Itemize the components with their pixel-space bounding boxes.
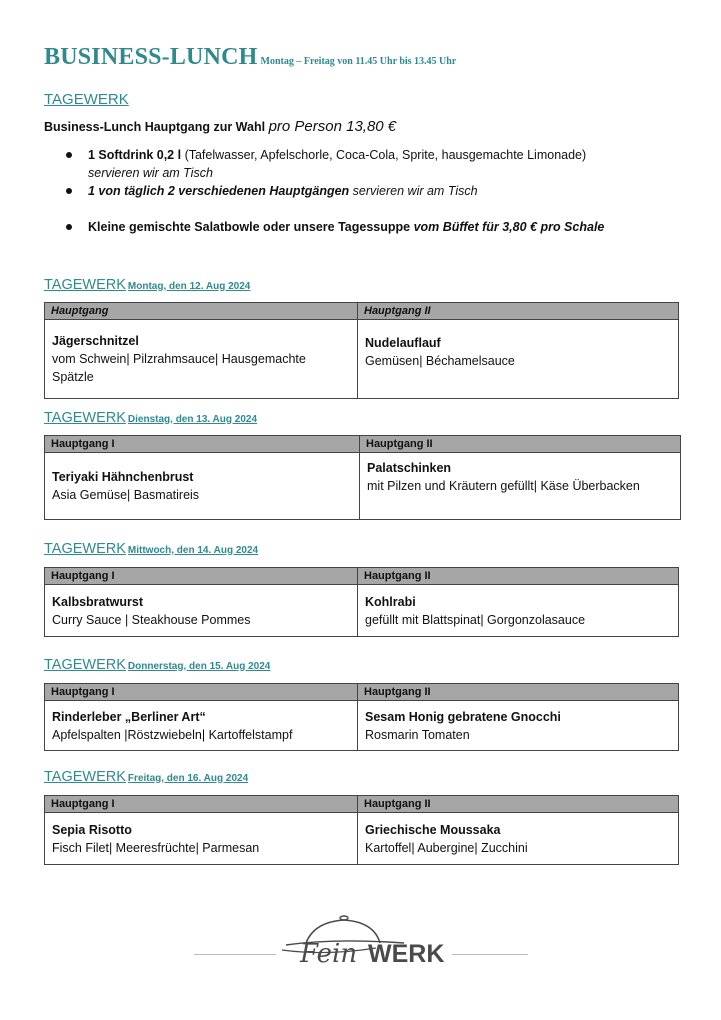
dish-description: gefüllt mit Blattspinat| Gorgonzolasauce	[365, 612, 586, 627]
table-row	[45, 453, 681, 520]
bullet-text: vom Büffet für 3,80 € pro Schale	[410, 220, 605, 234]
column-label: Hauptgang	[51, 305, 109, 317]
column-label: Hauptgang I	[51, 570, 115, 582]
dish-description: Rosmarin Tomaten	[365, 727, 470, 742]
table-cell	[45, 585, 358, 637]
bullet-bold: 1 von täglich 2 verschiedenen Hauptgängen	[88, 184, 350, 198]
dish-name: Jägerschnitzel	[52, 334, 139, 348]
column-label: Hauptgang II	[364, 686, 431, 698]
page-title	[44, 44, 456, 71]
dish-name: Sepia Risotto	[52, 822, 132, 837]
day-date: Mittwoch, den 14. Aug 2024	[127, 545, 259, 556]
menu-table-friday	[44, 795, 679, 865]
day-label: TAGEWERK	[44, 657, 126, 673]
table-header-row	[45, 568, 679, 585]
dish-description: Curry Sauce | Steakhouse Pommes	[52, 612, 251, 627]
day-label: TAGEWERK	[44, 277, 126, 293]
footer-divider-right	[452, 954, 528, 955]
bullet-subtext: servieren wir am Tisch	[88, 166, 213, 180]
dish-description: mit Pilzen und Kräutern gefüllt| Käse Überbacken	[367, 479, 640, 493]
bullet-bold: 1 Softdrink 0,2 l	[88, 148, 182, 162]
dish-name: Teriyaki Hähnchenbrust	[52, 470, 194, 484]
dish-description: Apfelspalten |Röstzwiebeln| Kartoffelstampf	[52, 727, 293, 742]
table-header-row	[45, 796, 679, 813]
list-item	[66, 182, 478, 200]
dish-name: Kalbsbratwurst	[52, 594, 143, 609]
dish-name: Rinderleber „Berliner Art“	[52, 709, 206, 724]
column-label: Hauptgang II	[364, 798, 431, 810]
column-header	[358, 303, 679, 320]
menu-table-thursday	[44, 683, 679, 751]
column-label: Hauptgang II	[366, 438, 433, 450]
brand-logo	[276, 910, 452, 970]
table-cell	[45, 453, 360, 520]
bullet-icon	[66, 188, 72, 194]
dish-description: vom Schwein| Pilzrahmsauce| Hausgemachte Spätzle	[52, 352, 306, 384]
day-date: Freitag, den 16. Aug 2024	[127, 773, 249, 784]
dish-name: Palatschinken	[367, 461, 452, 475]
title-hours: Montag – Freitag von 11.45 Uhr bis 13.45 Uhr	[260, 56, 457, 67]
day-date: Montag, den 12. Aug 2024	[127, 281, 251, 292]
table-row	[45, 320, 679, 399]
bullet-bold: Kleine gemischte Salatbowle oder unsere Tagessuppe	[88, 220, 411, 234]
column-header	[45, 796, 358, 813]
list-item	[66, 218, 604, 236]
column-header	[358, 796, 679, 813]
intro-price: pro Person 13,80 €	[268, 118, 397, 135]
table-cell	[358, 701, 679, 751]
day-label: TAGEWERK	[44, 410, 126, 426]
column-header	[45, 436, 360, 453]
column-label: Hauptgang I	[51, 686, 115, 698]
table-cell	[358, 585, 679, 637]
column-header	[45, 684, 358, 701]
dish-description: Asia Gemüse| Basmatireis	[52, 488, 200, 502]
logo-word-text: WERK	[368, 940, 445, 968]
table-header-row	[45, 684, 679, 701]
day-label: TAGEWERK	[44, 541, 126, 557]
day-date: Dienstag, den 13. Aug 2024	[127, 414, 258, 425]
day-heading-tuesday	[44, 409, 257, 427]
column-label: Hauptgang I	[51, 798, 115, 810]
column-header	[360, 436, 681, 453]
day-heading-thursday	[44, 656, 270, 674]
column-header	[45, 303, 358, 320]
table-cell	[360, 453, 681, 520]
column-header	[45, 568, 358, 585]
dish-description: Gemüsen| Béchamelsauce	[365, 354, 515, 368]
column-label: Hauptgang II	[364, 305, 431, 317]
table-cell	[45, 320, 358, 399]
day-label: TAGEWERK	[44, 769, 126, 785]
column-label: Hauptgang II	[364, 570, 431, 582]
table-cell	[358, 320, 679, 399]
bullet-text: (Tafelwasser, Apfelschorle, Coca-Cola, Sprite, hausgemachte Limonade)	[181, 148, 587, 162]
table-row	[45, 701, 679, 751]
dish-description: Kartoffel| Aubergine| Zucchini	[365, 840, 528, 855]
table-row	[45, 585, 679, 637]
table-header-row	[45, 303, 679, 320]
logo-script-text: Fein	[300, 939, 358, 969]
dish-name: Griechische Moussaka	[365, 822, 501, 837]
bullet-text: servieren wir am Tisch	[349, 184, 478, 198]
bullet-icon	[66, 152, 72, 158]
dish-name: Kohlrabi	[365, 594, 416, 609]
menu-table-monday	[44, 302, 679, 399]
column-header	[358, 568, 679, 585]
day-heading-friday	[44, 768, 248, 786]
title-text: BUSINESS-LUNCH	[44, 44, 258, 70]
bullet-icon	[66, 224, 72, 230]
day-date: Donnerstag, den 15. Aug 2024	[127, 661, 271, 672]
dish-description: Fisch Filet| Meeresfrüchte| Parmesan	[52, 840, 260, 855]
day-heading-monday	[44, 276, 250, 294]
column-header	[358, 684, 679, 701]
menu-table-tuesday	[44, 435, 681, 520]
intro-line	[44, 118, 396, 135]
menu-table-wednesday	[44, 567, 679, 637]
day-heading-wednesday	[44, 540, 258, 558]
cloche-icon	[276, 910, 452, 970]
intro-text: Business-Lunch Hauptgang zur Wahl	[44, 120, 266, 134]
dish-name: Nudelauflauf	[365, 336, 441, 350]
table-cell	[45, 701, 358, 751]
table-header-row	[45, 436, 681, 453]
table-cell	[358, 813, 679, 865]
footer-divider-left	[194, 954, 276, 955]
column-label: Hauptgang I	[51, 438, 115, 450]
section-heading: TAGEWERK	[44, 91, 129, 108]
list-item	[66, 146, 586, 182]
table-cell	[45, 813, 358, 865]
table-row	[45, 813, 679, 865]
dish-name: Sesam Honig gebratene Gnocchi	[365, 709, 561, 724]
